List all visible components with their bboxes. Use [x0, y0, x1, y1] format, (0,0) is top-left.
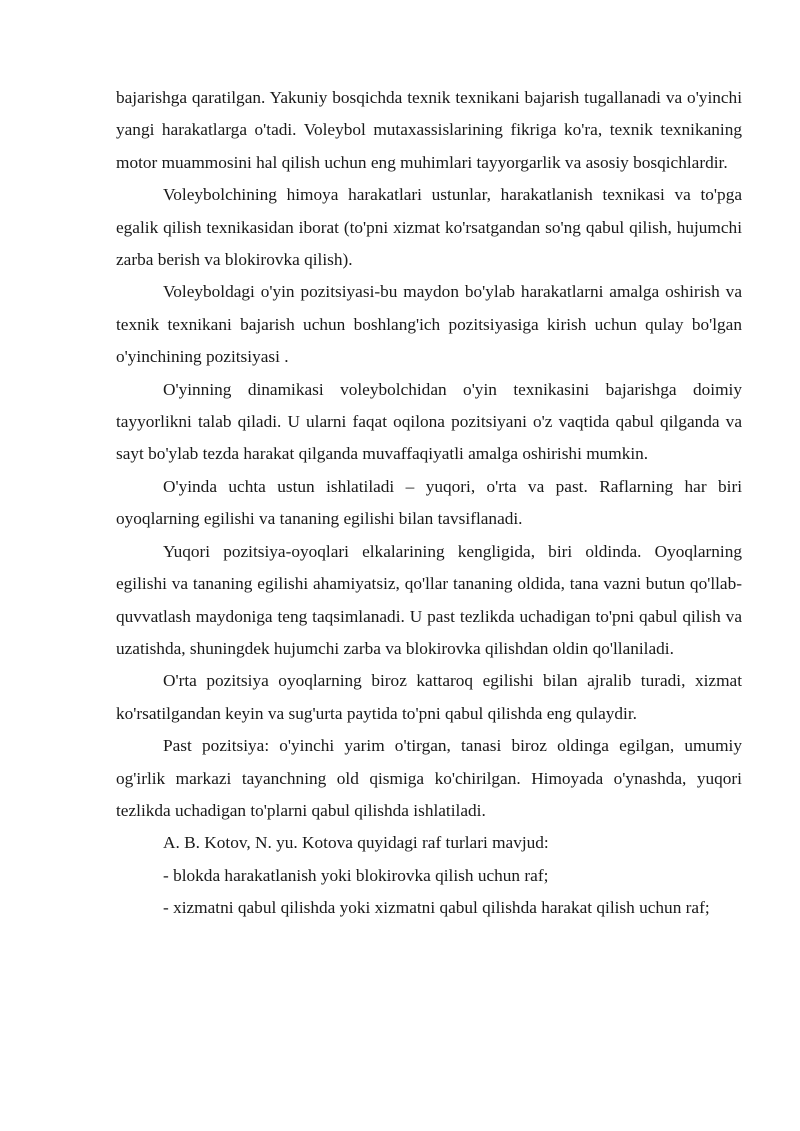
paragraph-2: Voleybolchining himoya harakatlari ustunlar, harakatlanish texnikasi va to'pga egalik qilish texnikasidan iborat (to'pni xizmat ko'rsatgandan so'ng qabul qilish, hujumchi zarba berish va blokirovka qilish).	[116, 185, 742, 270]
paragraph-1: bajarishga qaratilgan. Yakuniy bosqichda texnik texnikani bajarish tugallanadi va o'yinchi yangi harakatlarga o'tadi. Voleybol mutaxassislarining fikriga ko'ra, texnik texnikaning motor muammosini hal qilish uchun eng muhimlari tayyorgarlik va asosiy bosqichlardir.	[116, 88, 742, 172]
body-text	[116, 82, 742, 925]
paragraph-6: Yuqori pozitsiya-oyoqlari elkalarining kengligida, biri oldinda. Oyoqlarning egilishi va tananing egilishi ahamiyatsiz, qo'llar tananing oldida, tana vazni butun qo'llab-quvvatlash maydoniga teng taqsimlanadi. U past tezlikda uchadigan to'pni qabul qilish va uzatishda, shuningdek hujumchi zarba va blokirovka qilishdan oldin qo'llaniladi.	[116, 541, 742, 658]
paragraph-7: O'rta pozitsiya oyoqlarning biroz kattaroq egilishi bilan ajralib turadi, xizmat ko'rsatilgandan keyin va sug'urta paytida to'pni qabul qilishda eng qulaydir.	[116, 671, 742, 723]
paragraph-9: A. B. Kotov, N. yu. Kotova quyidagi raf turlari mavjud:	[163, 833, 549, 853]
list-item-2: - xizmatni qabul qilishda yoki xizmatni qabul qilishda harakat qilish uchun raf;	[163, 898, 710, 918]
paragraph-5: O'yinda uchta ustun ishlatiladi – yuqori, o'rta va past. Raflarning har biri oyoqlarning egilishi va tananing egilishi bilan tavsiflanadi.	[116, 476, 742, 529]
paragraph-4: O'yinning dinamikasi voleybolchidan o'yin texnikasini bajarishga doimiy tayyorlikni talab qiladi. U ularni faqat oqilona pozitsiyani o'z vaqtida qabul qilganda va sayt bo'ylab tezda harakat qilganda muvaffaqiyatli amalga oshirishi mumkin.	[116, 379, 742, 464]
paragraph-3: Voleyboldagi o'yin pozitsiyasi-bu maydon bo'ylab harakatlarni amalga oshirish va texnik texnikani bajarish uchun boshlang'ich pozitsiyasiga kirish uchun qulay bo'lgan o'yinchining pozitsiyasi .	[116, 282, 742, 367]
list-item-1: - blokda harakatlanish yoki blokirovka qilish uchun raf;	[163, 865, 549, 885]
paragraph-8: Past pozitsiya: o'yinchi yarim o'tirgan, tanasi biroz oldinga egilgan, umumiy og'irlik markazi tayanchning old qismiga ko'chirilgan. Himoyada o'ynashda, yuqori tezlikda uchadigan to'plarni qabul qilishda ishlatiladi.	[116, 736, 742, 820]
